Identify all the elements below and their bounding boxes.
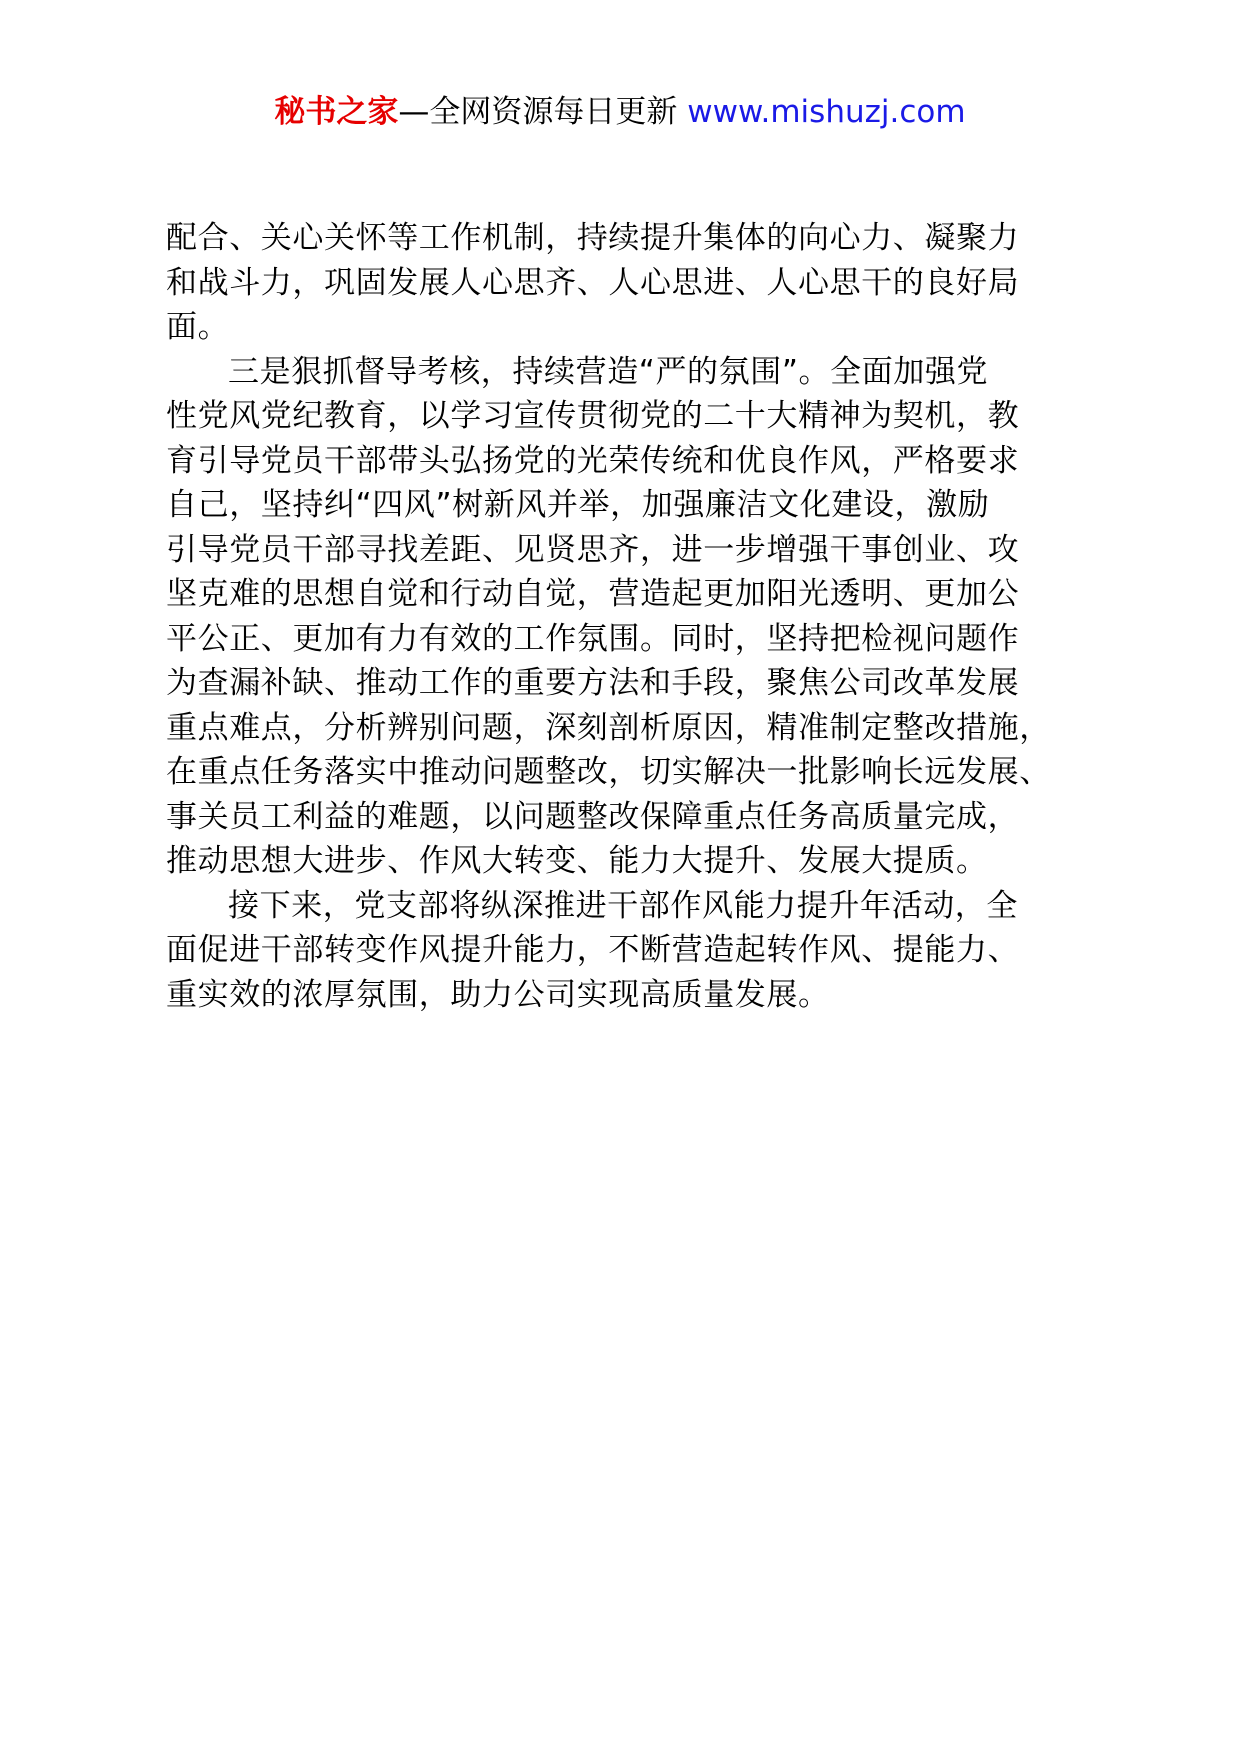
page-header [0, 88, 1240, 136]
body-line: 面。 [166, 309, 230, 345]
body-line: 事关员工利益的难题，以问题整改保障重点任务高质量完成， [166, 798, 1020, 835]
body-line: 育引导党员干部带头弘扬党的光荣传统和优良作风，严格要求 [166, 442, 1020, 479]
body-line: 性党风党纪教育，以学习宣传贯彻党的二十大精神为契机，教 [166, 398, 1020, 434]
body-line: 和战斗力，巩固发展人心思齐、人心思进、人心思干的良好局 [166, 264, 1020, 301]
body-line: 面促进干部转变作风提升能力，不断营造起转作风、提能力、 [166, 932, 1020, 968]
body-line: 三是狠抓督导考核，持续营造“严的氛围”。全面加强党 [228, 353, 989, 390]
body-line: 重实效的浓厚氛围，助力公司实现高质量发展。 [166, 976, 830, 1013]
body-line: 引导党员干部寻找差距、见贤思齐，进一步增强干事创业、攻 [166, 531, 1020, 568]
site-url-link[interactable]: www.mishuzj.com [687, 94, 966, 130]
body-line: 接下来，党支部将纵深推进干部作风能力提升年活动，全 [228, 887, 1018, 924]
body-line: 平公正、更加有力有效的工作氛围。同时，坚持把检视问题作 [166, 620, 1020, 657]
brand-name: 秘书之家 [274, 94, 399, 130]
document-body [166, 216, 1096, 1017]
body-line: 在重点任务落实中推动问题整改，切实解决一批影响长远发展、 [166, 754, 1051, 790]
body-line: 重点难点，分析辨别问题，深刻剖析原因，精准制定整改措施， [166, 709, 1051, 746]
header-tagline: —全网资源每日更新 [398, 94, 688, 130]
body-line: 为查漏补缺、推动工作的重要方法和手段，聚焦公司改革发展 [166, 665, 1020, 701]
body-line: 坚克难的思想自觉和行动自觉，营造起更加阳光透明、更加公 [166, 576, 1020, 612]
body-line: 推动思想大进步、作风大转变、能力大提升、发展大提质。 [166, 843, 988, 879]
body-line: 配合、关心关怀等工作机制，持续提升集体的向心力、凝聚力 [166, 220, 1020, 256]
body-line: 自己，坚持纠“四风”树新风并举，加强廉洁文化建设，激励 [166, 487, 990, 523]
